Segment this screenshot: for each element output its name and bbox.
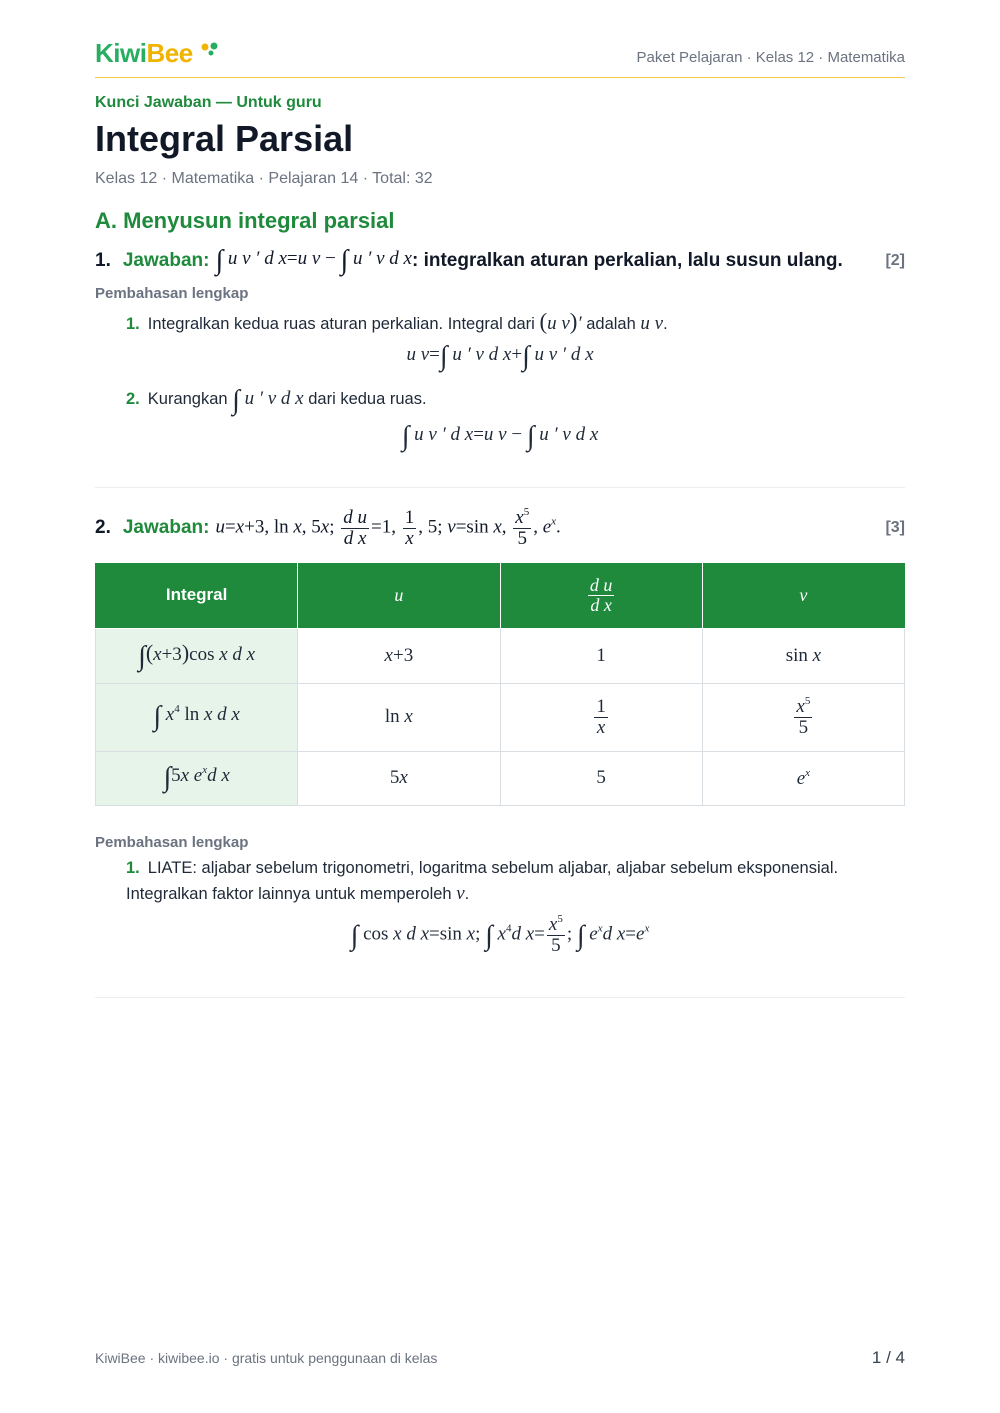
table-cell: ∫(x+3)cos x d x bbox=[96, 628, 298, 683]
answer-label: Jawaban: bbox=[122, 517, 210, 538]
solution-step-continued: Integralkan faktor lainnya untuk memperoleh v. bbox=[126, 883, 470, 904]
table-cell: ln x bbox=[298, 683, 500, 751]
solution-step: 2. Kurangkan ∫ u ′ v d x dari kedua ruas. bbox=[126, 385, 427, 416]
table-cell: x+3 bbox=[298, 628, 500, 683]
eyebrow-label: Kunci Jawaban — Untuk guru bbox=[95, 94, 322, 111]
table-header: u bbox=[298, 563, 500, 628]
page-header bbox=[95, 36, 905, 78]
divider bbox=[95, 997, 905, 998]
question-number: 1. bbox=[95, 250, 111, 271]
equation: ∫ cos x d x=sin x; ∫ $x^4d$ x= $\frac{x^5}{5}$ ; ∫ $e^xd$ $x=e^x$ bbox=[350, 913, 650, 956]
liate-table bbox=[95, 563, 905, 806]
header-meta: Paket Pelajaran · Kelas 12 · Matematika bbox=[636, 49, 905, 66]
points-badge: [3] bbox=[885, 519, 905, 536]
table-cell: $e^x$ bbox=[702, 751, 904, 805]
table-row bbox=[96, 751, 905, 805]
table-row bbox=[96, 683, 905, 751]
table-cell: ∫5x $e^xd$ x bbox=[96, 751, 298, 805]
question-1 bbox=[95, 244, 905, 278]
answer-formula: u=x+3, ln x, 5x; $\frac{\text{d u}}{\text{d x}}$ =1, $\frac{1}{x}$ , 5; v=sin x, $\frac{x^5}{5}$ , $e^x$. bbox=[215, 506, 561, 549]
table-header: Integral bbox=[96, 563, 298, 628]
pembahasan-label: Pembahasan lengkap bbox=[95, 834, 249, 851]
equation: u v=∫ u ′ v d x+∫ u v ′ d x bbox=[406, 341, 594, 372]
equation: ∫ u v ′ d x=u v − ∫ u ′ v d x bbox=[401, 421, 599, 452]
page-number: 1 / 4 bbox=[871, 1348, 905, 1367]
table-cell: ∫ $x^4$ ln x d x bbox=[96, 683, 298, 751]
table-cell: 5 bbox=[500, 751, 702, 805]
question-number: 2. bbox=[95, 517, 111, 538]
page-title: Integral Parsial bbox=[95, 118, 354, 159]
solution-step: 1. LIATE: aljabar sebelum trigonometri, logaritma sebelum aljabar, aljabar sebelum eksponensial. bbox=[126, 859, 839, 877]
table-row bbox=[96, 628, 905, 683]
section-heading: A. Menyusun integral parsial bbox=[95, 208, 395, 233]
table-header: $\frac{\text{d u}}{\text{d x}}$ bbox=[500, 563, 702, 628]
table-cell: sin x bbox=[702, 628, 904, 683]
bee-dots-icon bbox=[201, 42, 221, 56]
pembahasan-label: Pembahasan lengkap bbox=[95, 285, 249, 302]
solution-step: 1. Integralkan kedua ruas aturan perkalian. Integral dari (u v)′ adalah u v. bbox=[126, 309, 668, 334]
brand-logo: KiwiBee bbox=[95, 38, 193, 68]
page-meta: Kelas 12 · Matematika · Pelajaran 14 · Total: 32 bbox=[95, 170, 433, 187]
answer-text: : integralkan aturan perkalian, lalu susun ulang. bbox=[411, 250, 843, 271]
table-cell: $\frac{x^5}{5}$ bbox=[702, 683, 904, 751]
divider bbox=[95, 487, 905, 488]
table-header: v bbox=[702, 563, 904, 628]
table-cell: 5x bbox=[298, 751, 500, 805]
footer-text: KiwiBee · kiwibee.io · gratis untuk penggunaan di kelas bbox=[95, 1350, 438, 1366]
points-badge: [2] bbox=[885, 252, 905, 269]
table-cell: $\frac{1}{x}$ bbox=[500, 683, 702, 751]
question-2 bbox=[95, 500, 905, 556]
answer-label: Jawaban: bbox=[122, 250, 210, 271]
answer-formula: ∫ u v ′ d x=u v − ∫ u ′ v d x bbox=[215, 245, 412, 276]
table-cell: 1 bbox=[500, 628, 702, 683]
